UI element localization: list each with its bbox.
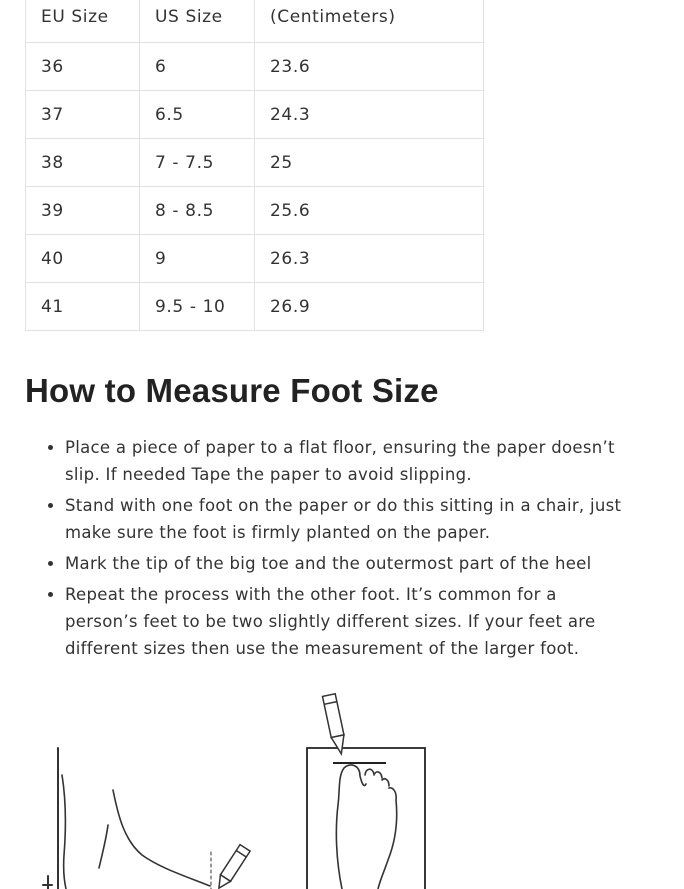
cell-us-size: 6.5: [140, 91, 255, 139]
list-item-step: • Stand with one foot on the paper or do this sitting in a chair, just make sure the foot is firmly planted on the paper.: [65, 492, 635, 546]
paper-sheet-icon: [307, 748, 425, 889]
pencil-icon: [214, 845, 250, 889]
cell-us-size: 6: [140, 43, 255, 91]
table-row: [26, 43, 484, 91]
cell-eu-size: 36: [26, 43, 140, 91]
size-chart-table: [25, 0, 484, 331]
list-item-step: • Repeat the process with the other foot. It’s common for a person’s feet to be two slightly different sizes. If your feet are different sizes then use the measurement of the larger foot.: [65, 581, 635, 662]
foot-side-view-icon: [43, 748, 211, 889]
cell-foot-length: 24.3: [255, 91, 484, 139]
table-row: [26, 139, 484, 187]
cell-eu-size: 41: [26, 283, 140, 331]
header-foot-length-line2: (Centimeters): [270, 7, 396, 27]
cell-eu-size: 38: [26, 139, 140, 187]
table-row: [26, 235, 484, 283]
cell-eu-size: 40: [26, 235, 140, 283]
table-row: [26, 91, 484, 139]
cell-foot-length: 26.3: [255, 235, 484, 283]
table-header-row: [26, 0, 484, 43]
cell-foot-length: 26.9: [255, 283, 484, 331]
cell-eu-size: 37: [26, 91, 140, 139]
header-foot-length-line1: [270, 0, 377, 1]
list-item-step: • Mark the tip of the big toe and the outermost part of the heel: [65, 550, 635, 577]
foot-top-view-icon: [336, 765, 396, 889]
header-us-size: US Size: [140, 0, 255, 43]
table-row: [26, 187, 484, 235]
cell-foot-length: 25.6: [255, 187, 484, 235]
cell-foot-length: 25: [255, 139, 484, 187]
header-foot-length: [255, 0, 484, 43]
cell-us-size: 8 - 8.5: [140, 187, 255, 235]
cell-us-size: 9.5 - 10: [140, 283, 255, 331]
table-row: [26, 283, 484, 331]
section-title-how-to-measure: How to Measure Foot Size: [25, 372, 439, 409]
measure-steps-list: [25, 434, 635, 666]
header-eu-size: EU Size: [26, 0, 140, 43]
list-item-step: • Place a piece of paper to a flat floor, ensuring the paper doesn’t slip. If needed Tape the paper to avoid slipping.: [65, 434, 635, 488]
cell-foot-length: 23.6: [255, 43, 484, 91]
cell-us-size: 9: [140, 235, 255, 283]
foot-measure-illustration: [0, 680, 684, 889]
pencil-icon: [322, 694, 347, 755]
cell-us-size: 7 - 7.5: [140, 139, 255, 187]
cell-eu-size: 39: [26, 187, 140, 235]
